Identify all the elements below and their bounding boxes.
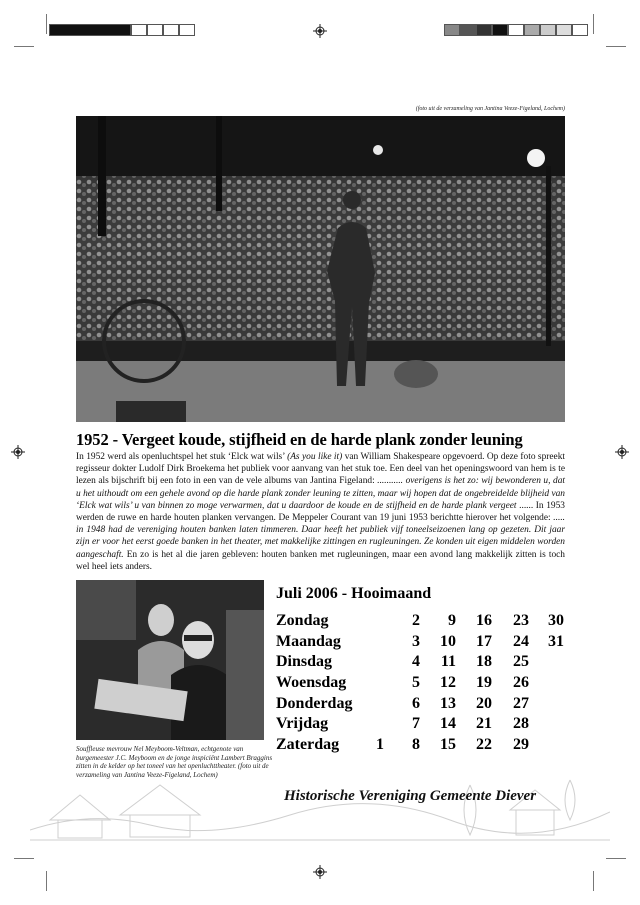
main-photo (76, 116, 565, 422)
calendar-row-maandag (276, 633, 576, 654)
calendar-date: 11 (440, 653, 456, 671)
crop-mark (46, 14, 47, 34)
calendar-date: 8 (412, 736, 420, 754)
calendar-row-zondag (276, 612, 576, 633)
calendar-date: 29 (513, 736, 529, 754)
calendar-day-label: Dinsdag (276, 653, 333, 671)
calendar-date: 6 (412, 694, 420, 712)
article-heading: 1952 - Vergeet koude, stijfheid en de harde plank zonder leuning (76, 430, 523, 449)
calendar-date: 20 (476, 694, 492, 712)
photo-caption: Souffleuse mevrouw Nel Meyboom-Veltman, echtgenote van burgemeester J.C. Meyboom en de jonge inspiciënt Lambert Braggins zitten in de kelder op het toneel van het openluchttheater. (foto uit de verzameling van Jantina Veeze-Figeland, Lochem) (76, 745, 273, 779)
calendar-row-dinsdag (276, 653, 576, 674)
article-text: In 1952 werd als openluchtspel het stuk ‘Elck wat wils’ (76, 452, 288, 462)
calendar-date: 14 (440, 715, 456, 733)
article-quote: (As you like it) (287, 452, 343, 462)
calendar-row-zaterdag (276, 736, 576, 757)
calendar-date: 26 (513, 674, 529, 692)
calendar-date: 9 (448, 612, 456, 629)
calendar-date: 22 (476, 736, 492, 754)
calendar-day-label: Zondag (276, 612, 329, 629)
calendar-row-vrijdag (276, 715, 576, 736)
registration-crosshair-icon (313, 24, 327, 38)
calendar-date: 12 (440, 674, 456, 692)
calendar-date: 24 (513, 632, 529, 650)
article-body (76, 451, 565, 573)
organization-name: Historische Vereniging Gemeente Diever (284, 788, 537, 804)
calendar-day-label: Donderdag (276, 694, 353, 712)
calendar-date: 16 (476, 612, 492, 629)
calendar-date: 23 (513, 612, 529, 629)
print-color-bar-icon (49, 24, 195, 36)
calendar-date: 25 (513, 653, 529, 671)
calendar-title: Juli 2006 - Hooimaand (276, 585, 432, 602)
calendar-day-label: Vrijdag (276, 715, 329, 733)
calendar-date: 1 (376, 736, 384, 754)
calendar-day-label: Zaterdag (276, 736, 340, 754)
calendar-date: 10 (440, 632, 456, 650)
crop-mark (606, 858, 626, 859)
crop-mark (593, 14, 594, 34)
prompter-photo (76, 580, 264, 740)
article-quote: ........... overigens is het zo: wij bewonderen u, dat u het uithoudt om een gehele avond op die harde plank zonder leuning te zitten, maar wij hopen dat de ongebreidelde blijheid van ‘Elck wat wils’ u van binnen zo moge verwarmen, dat u daardoor de koude en de stijfheid en de harde plank vergeet (76, 476, 565, 511)
calendar-date: 28 (513, 715, 529, 733)
calendar-day-label: Woensdag (276, 674, 347, 692)
registration-crosshair-icon (313, 865, 327, 879)
prompter-photo-image (76, 580, 264, 740)
calendar-date: 15 (440, 736, 456, 754)
calendar-date: 13 (440, 694, 456, 712)
article-text: ...... In 1953 werden de ruwe en harde houten planken vervangen. De Meppeler Courant van 19 juni 1953 berichtte hierover het volgende: (76, 500, 565, 524)
calendar-date: 5 (412, 674, 420, 692)
calendar-date: 2 (412, 612, 420, 629)
calendar-date: 31 (548, 632, 564, 650)
calendar-date: 27 (513, 694, 529, 712)
calendar-grid (276, 612, 576, 757)
calendar-row-donderdag (276, 695, 576, 716)
calendar-date: 17 (476, 632, 492, 650)
calendar-date: 21 (476, 715, 492, 733)
audience-photo-image (76, 116, 565, 422)
article-text: van William Shakespeare opgevoerd. Op deze foto spreekt regisseur dokter Ludolf Dirk Broekema het publiek voor aanvang van het stuk toe. Een deel van het openingswoord van hem is te lezen als bijschrift bij een foto in een van de vele albums van Jantina Figeland: (76, 452, 566, 487)
calendar-row-woensdag (276, 674, 576, 695)
crop-mark (46, 871, 47, 891)
calendar-date: 3 (412, 632, 420, 650)
article-text: En zo is het al die jaren gebleven: houten banken met rugleuningen, maar een avond lang makkelijk zitten is toch wel heel iets anders. (76, 549, 565, 572)
registration-crosshair-icon (615, 445, 629, 459)
calendar-day-label: Maandag (276, 632, 341, 650)
photo-credit: (foto uit de verzameling van Jantina Veeze-Figeland, Lochem) (415, 106, 565, 112)
calendar-date: 4 (412, 653, 420, 671)
calendar-date: 7 (412, 715, 420, 733)
article-quote: ..... in 1948 had de vereniging houten banken laten timmeren. Daar heeft het publiek vijf toneelseizoenen lang op gezeten. Dit jaar zijn er voor het eerst goede banken in het theater, met makkelijke zittingen en rugleuningen. Ze konden uit eigen middelen worden aangeschaft. (76, 513, 565, 560)
registration-crosshair-icon (11, 445, 25, 459)
crop-mark (14, 858, 34, 859)
crop-mark (593, 871, 594, 891)
print-color-bar-icon (444, 24, 588, 36)
crop-mark (606, 46, 626, 47)
crop-mark (14, 46, 34, 47)
calendar-date: 18 (476, 653, 492, 671)
calendar-date: 19 (476, 674, 492, 692)
calendar-date: 30 (548, 612, 564, 629)
